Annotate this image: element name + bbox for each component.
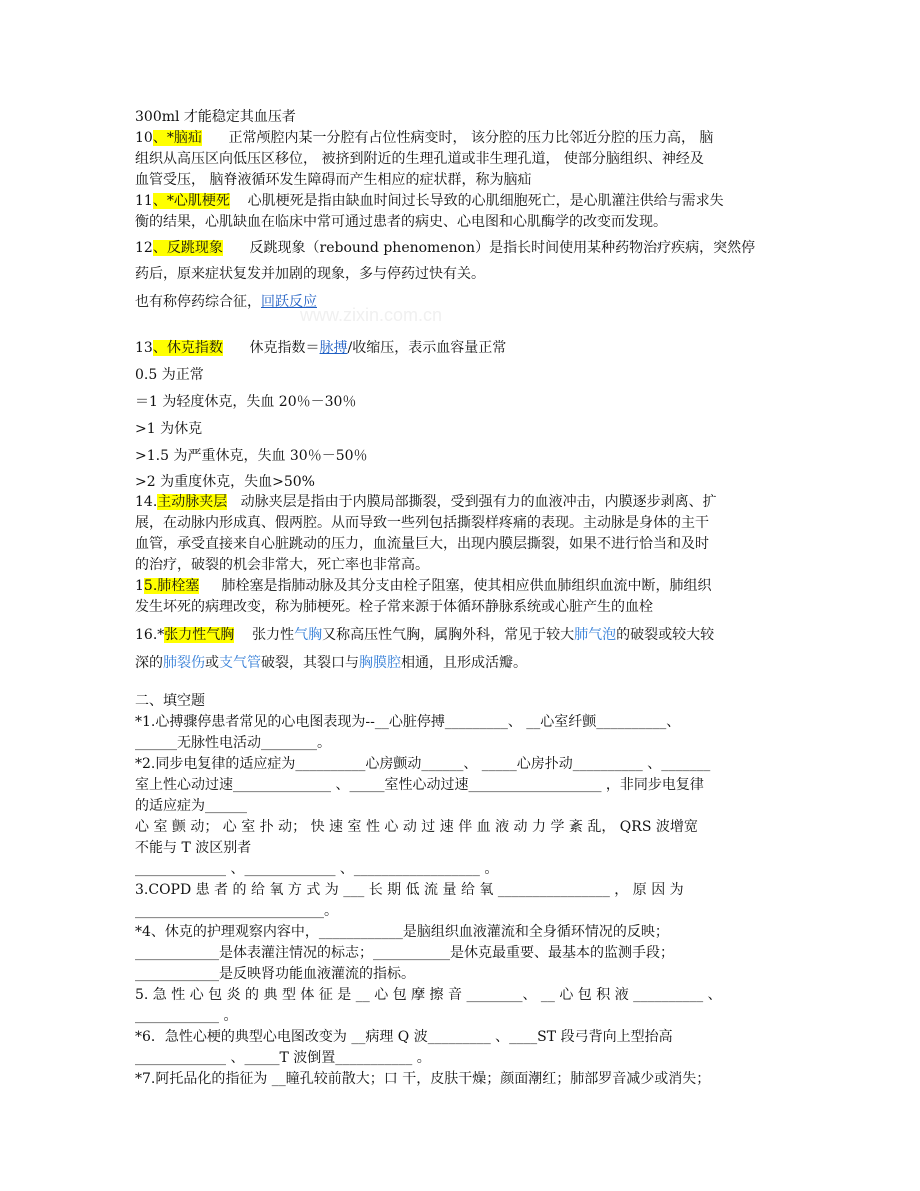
question-line: ____________是体表灌注情况的标志；___________是休克最重要、最基本的监测手段； <box>135 945 674 961</box>
question-line: 室上性心动过速______________ 、_____室性心动过速___________________ ，非同步电复律 <box>135 777 704 793</box>
question-line: _____________ 、_____T 波倒置___________ 。 <box>135 1050 431 1066</box>
answer-line: 不能与 T 波区别者 <box>135 840 252 856</box>
definition-text: 正常颅腔内某一分腔有占位性病变时， 该分腔的压力比邻近分腔的压力高， 脑 <box>228 130 714 146</box>
item-number: 16.* <box>135 627 165 643</box>
question-line: *1.心搏骤停患者常见的心电图表现为--__心脏停搏_________、 __心室纤颤__________、 <box>135 714 681 730</box>
question-line: ______无脉性电活动________。 <box>135 735 331 751</box>
text-line: 组织从高压区向低压区移位， 被挤到附近的生理孔道或非生理孔道， 使部分脑组织、神经及 <box>135 151 704 167</box>
item-number: 10 <box>135 130 153 146</box>
question-line: ___________________________。 <box>135 903 338 919</box>
item-number: 12 <box>135 240 153 256</box>
question-line: 的适应症为______ <box>135 798 247 814</box>
definition-text: 反跳现象（rebound phenomenon）是指长时间使用某种药物治疗疾病，突然停 <box>249 240 756 256</box>
item-number: 1 <box>135 578 144 594</box>
item-14 <box>135 492 785 512</box>
term-heading: 、休克指数 <box>152 340 223 356</box>
text-line: >1.5 为严重休克，失血 30％－50％ <box>135 448 368 464</box>
question-line: *4、休克的护理观察内容中，____________是脑组织血液灌流和全身循环情况的反映； <box>135 924 669 940</box>
text-line: 衡的结果，心肌缺血在临床中常可通过患者的病史、心电图和心肌酶学的改变而发现。 <box>135 214 667 230</box>
question-line: _____________ 、_____________ 、__________________ 。 <box>135 861 499 877</box>
definition-text: 心肌梗死是指由缺血时间过长导致的心肌细胞死亡，是心肌灌注供给与需求失 <box>247 193 724 209</box>
text-line: 血管受压， 脑脊液循环发生障碍而产生相应的症状群，称为脑疝 <box>135 172 532 188</box>
text-line: 药后，原来症状复发并加剧的现象，多与停药过快有关。 <box>135 266 485 282</box>
term-bulla[interactable]: 肺气泡 <box>574 627 617 643</box>
term-heading: 、*脑疝 <box>152 130 202 146</box>
text-line: ＝1 为轻度休克，失血 20％－30％ <box>135 394 357 410</box>
term-heading: 5.肺栓塞 <box>143 578 200 594</box>
definition-text: 肺栓塞是指肺动脉及其分支由栓子阻塞，使其相应供血肺组织血流中断，肺组织 <box>221 578 712 594</box>
question-line: 3.COPD 患 者 的 给 氧 方 式 为 ___ 长 期 低 流 量 给 氧 ________________ ， 原 因 为 <box>135 882 684 898</box>
item-12 <box>135 237 785 259</box>
link-rebound[interactable]: 回跃反应 <box>261 294 317 310</box>
term-heading: 张力性气胸 <box>164 627 235 643</box>
term-bronchus[interactable]: 支气管 <box>219 655 261 671</box>
text-line: 血管，承受直接来自心脏跳动的压力，血流量巨大，出现内膜层撕裂，如果不进行恰当和及时 <box>135 536 709 552</box>
text-line: >1 为休克 <box>135 421 203 437</box>
text-line: 展，在动脉内形成真、假两腔。从而导致一些列包括撕裂样疼痛的表现。主动脉是身体的主干 <box>135 515 709 531</box>
term-pleural-cavity[interactable]: 胸膜腔 <box>359 655 401 671</box>
text-line: 深的肺裂伤或支气管破裂，其裂口与胸膜腔相通，且形成活瓣。 <box>135 655 527 671</box>
text-line: 发生坏死的病理改变，称为肺梗死。栓子常来源于体循环静脉系统或心脏产生的血栓 <box>135 599 653 615</box>
question-line: ____________ 。 <box>135 1008 238 1024</box>
term-heading: 、反跳现象 <box>152 240 223 256</box>
question-line: *7.阿托品化的指征为 __瞳孔较前散大；口 干，皮肤干燥；颜面潮红；肺部罗音减少或消失； <box>135 1071 711 1087</box>
answer-line: 心 室 颤 动； 心 室 扑 动； 快 速 室 性 心 动 过 速 伴 血 液 动 力 学 紊 乱， QRS 波增宽 <box>135 819 698 835</box>
question-line: *2.同步电复律的适应症为__________心房颤动______、 _____心房扑动__________ 、_______ <box>135 756 711 772</box>
text-line: >2 为重度休克，失血>50% <box>135 474 315 490</box>
text-line: 也有称停药综合征，回跃反应 <box>135 294 317 310</box>
section-heading: 二、填空题 <box>135 693 205 709</box>
item-15 <box>135 576 785 596</box>
item-13: 13、休克指数 休克指数＝脉搏/收缩压，表示血容量正常 <box>135 340 507 356</box>
question-line: *6．急性心梗的典型心电图改变为 __病理 Q 波_________ 、____ST 段弓背向上型抬高 <box>135 1029 673 1045</box>
term-lung-laceration[interactable]: 肺裂伤 <box>163 655 205 671</box>
watermark: www.zixin.com.cn <box>300 305 443 325</box>
text-line: 0.5 为正常 <box>135 367 204 383</box>
question-line: ____________是反映肾功能血液灌流的指标。 <box>135 966 415 982</box>
item-number: 13 <box>135 340 153 356</box>
term-heading: 、*心肌梗死 <box>152 193 230 209</box>
item-number: 14. <box>135 494 158 510</box>
definition-text: 动脉夹层是指由于内膜局部撕裂，受到强有力的血液冲击，内膜逐步剥离、扩 <box>240 494 717 510</box>
question-line: 5. 急 性 心 包 炎 的 典 型 体 征 是 __ 心 包 摩 擦 音 ________、 __ 心 包 积 液 __________ 、 <box>135 987 722 1003</box>
item-10 <box>135 128 785 148</box>
item-16: 16.*张力性气胸 张力性气胸又称高压性气胸，属胸外科，常见于较大肺气泡的破裂或较大较 <box>135 627 715 643</box>
text-line: 的治疗，破裂的机会非常大，死亡率也非常高。 <box>135 557 429 573</box>
term-heading: 主动脉夹层 <box>157 494 228 510</box>
term-pneumothorax[interactable]: 气胸 <box>294 627 323 643</box>
item-number: 11 <box>135 193 153 209</box>
text-line: 300ml 才能稳定其血压者 <box>135 109 296 125</box>
item-11 <box>135 191 785 211</box>
link-pulse[interactable]: 脉搏 <box>319 340 348 356</box>
